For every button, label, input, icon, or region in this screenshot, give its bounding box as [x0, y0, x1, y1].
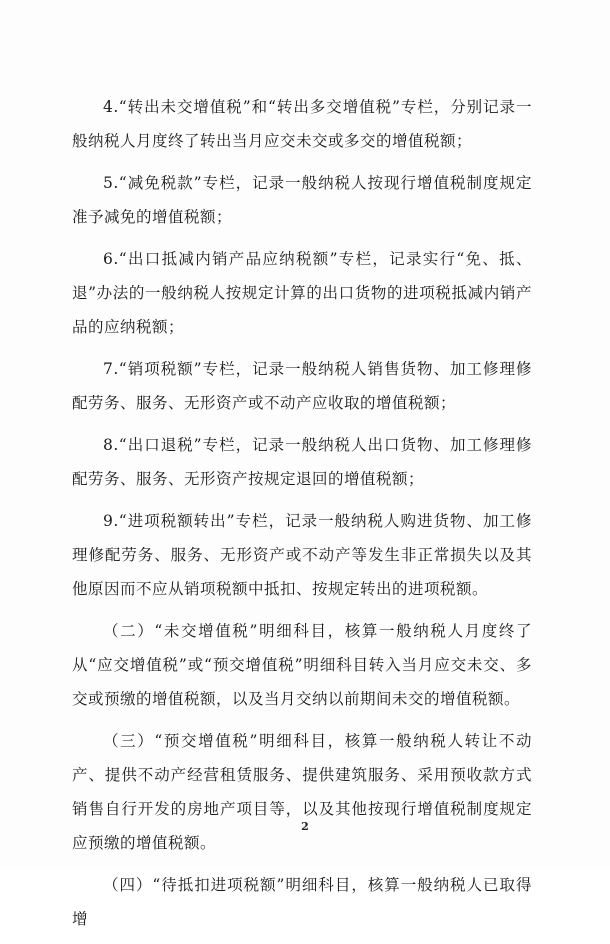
page-number: 2	[301, 820, 309, 833]
paragraph-item-6: 6.“出口抵减内销产品应纳税额”专栏，记录实行“免、抵、退”办法的一般纳税人按规定计算的出口货物的进项税抵减内销产品的应纳税额；	[72, 250, 532, 336]
document-body	[72, 90, 532, 944]
paragraph-section-2: （二）“未交增值税”明细科目，核算一般纳税人月度终了从“应交增值税”或“预交增值税”明细科目转入当月应交未交、多交或预缴的增值税额，以及当月交纳以前期间未交的增值税额。	[72, 622, 532, 708]
paragraph-section-4: （四）“待抵扣进项税额”明细科目，核算一般纳税人已取得增	[72, 876, 532, 928]
paragraph-item-8: 8.“出口退税”专栏，记录一般纳税人出口货物、加工修理修配劳务、服务、无形资产按规定退回的增值税额；	[72, 436, 532, 488]
paragraph-item-4: 4.“转出未交增值税”和“转出多交增值税”专栏，分别记录一般纳税人月度终了转出当月应交未交或多交的增值税额；	[72, 98, 532, 150]
paragraph-section-3: （三）“预交增值税”明细科目，核算一般纳税人转让不动产、提供不动产经营租赁服务、提供建筑服务、采用预收款方式销售自行开发的房地产项目等，以及其他按现行增值税制度规定应预缴的增值税额。	[72, 732, 532, 852]
paragraph-item-5: 5.“减免税款”专栏，记录一般纳税人按现行增值税制度规定准予减免的增值税额；	[72, 174, 532, 226]
paragraph-item-9: 9.“进项税额转出”专栏，记录一般纳税人购进货物、加工修理修配劳务、服务、无形资产或不动产等发生非正常损失以及其他原因而不应从销项税额中抵扣、按规定转出的进项税额。	[72, 512, 532, 598]
paragraph-item-7: 7.“销项税额”专栏，记录一般纳税人销售货物、加工修理修配劳务、服务、无形资产或不动产应收取的增值税额；	[72, 360, 532, 412]
